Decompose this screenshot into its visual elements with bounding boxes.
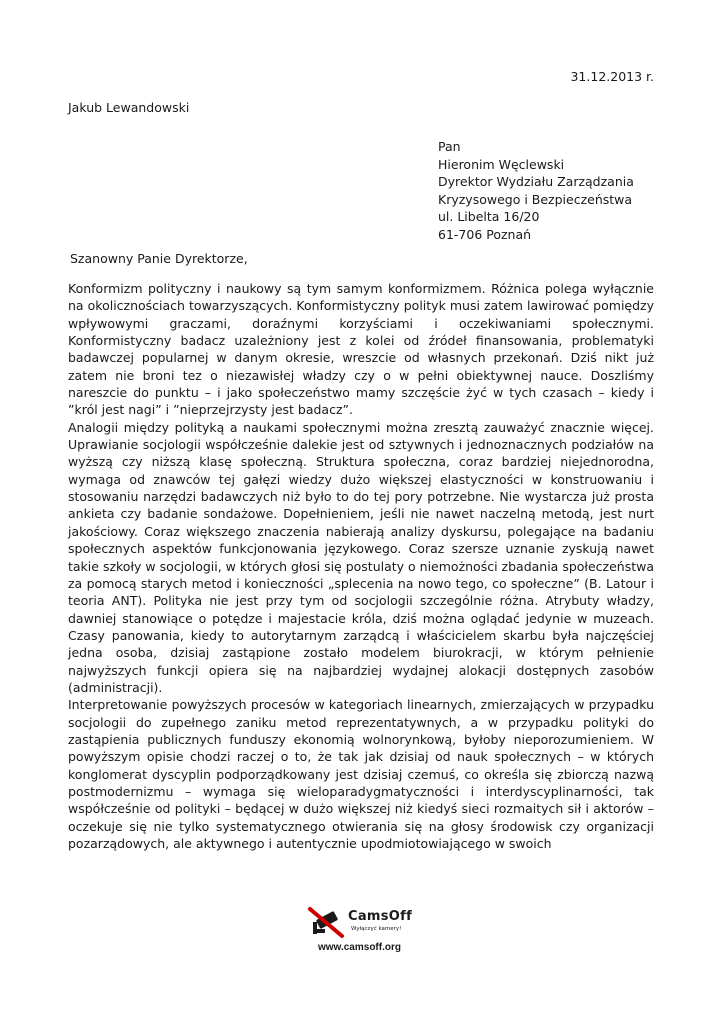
recipient-line: 61-706 Poznań	[438, 226, 532, 242]
logo-tagline: Wyłączyć kamery!	[351, 926, 402, 932]
body-paragraph: Konformizm polityczny i naukowy są tym samym konformizmem. Różnica polega wyłącznie na okolicznościach towarzyszących. Konformistyczny polityk musi zatem lawirować pomiędzy wpływowymi graczami, doraźnymi korzyściami i oczekiwaniami społecznymi. Konformistyczny badacz uzależniony jest z kolei od źródeł finansowania, problematyki badawczej popularnej w danym okresie, wreszcie od własnych przekonań. Dziś nikt już zatem nie broni tez o niezawisłej władzy czy o w pełni obiektywnej nauce. Doszliśmy nareszcie do punktu – i jako społeczeństwo mamy szczęście żyć w tych czasach – kiedy i ”król jest nagi” i ”nieprzejrzysty jest badacz”.	[68, 281, 654, 418]
recipient-line: Kryzysowego i Bezpieczeństwa	[438, 191, 633, 207]
sender-name: Jakub Lewandowski	[68, 100, 190, 115]
footer-url[interactable]: www.camsoff.org	[318, 942, 401, 953]
crossed-out-camera-icon	[306, 906, 346, 940]
recipient-line: Hieronim Węclewski	[438, 156, 565, 172]
letter-date: 31.12.2013 r.	[570, 69, 654, 84]
body-paragraph: Interpretowanie powyższych procesów w kategoriach linearnych, zmierzających w przypadku socjologii do zupełnego zaniku metod reprezentatywnych, a w przypadku polityki do zastąpienia publicznych funduszy ekonomią wolnorynkową, byłoby nieporozumieniem. W powyższym opisie chodzi raczej o to, że tak jak dzisiaj od nauk społecznych – w których konglomerat dyscyplin podporządkowany jest dzisiaj czemuś, co określa się zbiorczą nazwą postmodernizmu – wymaga się wieloparadygmatyczności i interdyscyplinarności, tak współcześnie od polityki – będącej w dużo większej niż kiedyś sieci rozmaitych sił i aktorów – oczekuje się nie tylko systematycznego otwierania się na głosy środowisk czy organizacji pozarządowych, ale aktywnego i autentycznie upodmiotowiającego w swoich	[68, 697, 654, 851]
recipient-line: Dyrektor Wydziału Zarządzania	[438, 174, 634, 189]
logo-name: CamsOff	[348, 909, 413, 924]
letter-body	[68, 280, 654, 852]
body-paragraph: Analogii między polityką a naukami społecznymi można zresztą zauważyć znacznie więcej. Uprawianie socjologii współcześnie dalekie jest od sztywnych i jednoznacznych podziałów na wyższą czy niższą klasę społeczną. Struktura społeczna, coraz bardziej niejednorodna, wymaga od znawców tej gałęzi wiedzy dużo większej elastyczności w konstruowaniu i stosowaniu narzędzi badawczych niż było to do tej pory potrzebne. Nie wystarcza już prosta ankieta czy badanie sondażowe. Dopełnieniem, jeśli nie nawet naczelną metodą, jest nurt jakościowy. Coraz większego znaczenia nabierają analizy dyskursu, polegające na badaniu społecznych aspektów funkcjonowania językowego. Coraz szersze uznanie zyskują nawet takie szkoły w socjologii, w których głosi się postulaty o niemożności zbadania społeczeństwa za pomocą starych metod i konieczności „splecenia na nowo tego, co społeczne” (B. Latour i teoria ANT). Polityka nie jest przy tym od socjologii szczególnie różna. Atrybuty władzy, dawniej stanowiące o potędze i majestacie króla, dziś można oglądać jedynie w muzeach. Czasy panowania, kiedy to autorytarnym zarządcą i właścicielem skarbu była najczęściej jedna osoba, dzisiaj zastąpione zostało modelem biurokracji, w którym pełnienie najwyższych funkcji opiera się na najbardziej wydajnej alokacji dostępnych zasobów (administracji).	[68, 419, 654, 695]
recipient-line: ul. Libelta 16/20	[438, 209, 540, 224]
recipient-line: Pan	[438, 139, 461, 154]
camsoff-logo	[306, 906, 418, 956]
recipient-address	[438, 138, 634, 243]
salutation: Szanowny Panie Dyrektorze,	[70, 251, 248, 266]
